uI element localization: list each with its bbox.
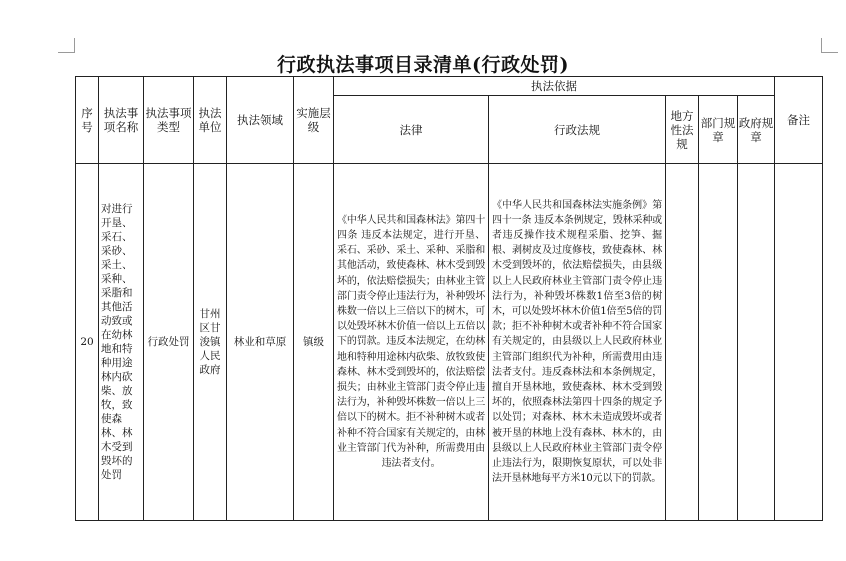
header-item-name: 执法事项名称 — [99, 77, 144, 164]
header-law: 法律 — [334, 96, 489, 164]
header-gov-rule: 政府规章 — [738, 96, 775, 164]
table-row — [76, 164, 823, 521]
header-level: 实施层级 — [294, 77, 334, 164]
header-basis: 执法依据 — [334, 77, 775, 96]
header-regulation: 行政法规 — [489, 96, 666, 164]
header-seq: 序号 — [76, 77, 99, 164]
enforcement-table — [75, 76, 823, 521]
cell-remarks — [775, 164, 823, 521]
cell-gov-rule — [738, 164, 775, 521]
header-unit: 执法单位 — [194, 77, 227, 164]
cell-unit: 甘州区甘浚镇人民政府 — [194, 164, 227, 521]
header-dept-rule: 部门规章 — [699, 96, 738, 164]
header-field: 执法领域 — [227, 77, 294, 164]
cell-field: 林业和草原 — [227, 164, 294, 521]
cell-item-type: 行政处罚 — [144, 164, 194, 521]
cell-regulation: 《中华人民共和国森林法实施条例》第四十一条 违反本条例规定，毁林采种或者违反操作技术规程采脂、挖笋、掘根、剥树皮及过度修枝，致使森林、林木受到毁坏的，依法赔偿损失，由县级以上人民政府林业主管部门责令停止违法行为，补种毁坏株数1倍至3倍的树木，可以处毁坏林木价值1倍至5倍的罚款；拒不补种树木或者补种不符合国家有关规定的，由县级以上人民政府林业主管部门组织代为补种，所需费用由违法者支付。违反森林法和本条例规定，擅自开垦林地，致使森林、林木受到毁坏的，依照森林法第四十四条的规定予以处罚；对森林、林木未造成毁坏或者被开垦的林地上没有森林、林木的，由县级以上人民政府林业主管部门责令停止违法行为，限期恢复原状，可以处非法开垦林地每平方米10元以下的罚款。 — [489, 164, 666, 521]
header-item-type: 执法事项类型 — [144, 77, 194, 164]
cell-local-regulation — [666, 164, 699, 521]
cell-seq: 20 — [76, 164, 99, 521]
header-remarks: 备注 — [775, 77, 823, 164]
cell-dept-rule — [699, 164, 738, 521]
cell-level: 镇级 — [294, 164, 334, 521]
cell-item-name: 对进行开垦、采石、采砂、采土、采种、采脂和其他活动致或在幼林地和特种用途林内砍柴、放牧，致使森林、林木受到毁坏的处罚 — [99, 164, 144, 521]
cell-law: 《中华人民共和国森林法》第四十四条 违反本法规定，进行开垦、采石、采砂、采土、采种、采脂和其他活动，致使森林、林木受到毁坏的，依法赔偿损失；由林业主管部门责令停止违法行为，补种毁坏株数一倍以上三倍以下的树木，可以处毁坏林木价值一倍以上五倍以下的罚款。违反本法规定，在幼林地和特种用途林内砍柴、放牧致使森林、林木受到毁坏的，依法赔偿损失；由林业主管部门责令停止违法行为，补种毁坏株数一倍以上三倍以下的树木。拒不补种树木或者补种不符合国家有关规定的，由林业主管部门代为补种，所需费用由违法者支付。 — [334, 164, 489, 521]
header-local-regulation: 地方性法规 — [666, 96, 699, 164]
document-title: 行政执法事项目录清单(行政处罚) — [277, 54, 569, 76]
